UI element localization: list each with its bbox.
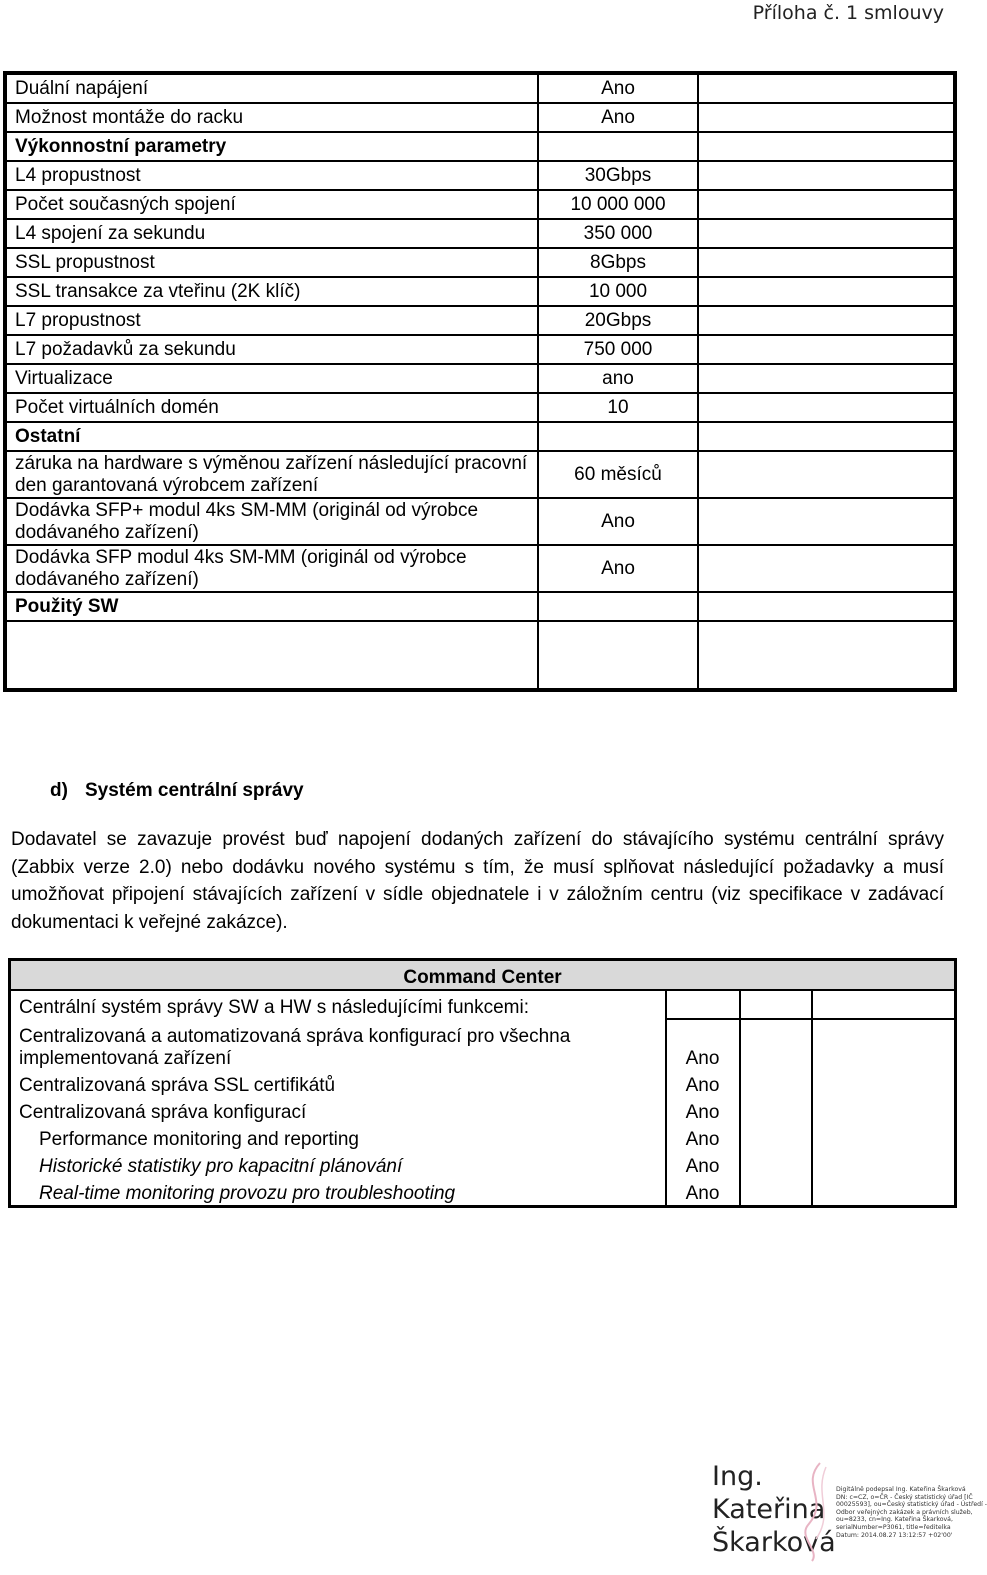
empty-cell <box>698 306 955 335</box>
row-label: L7 požadavků za sekundu <box>5 335 538 364</box>
row-value <box>538 132 698 161</box>
empty-cell <box>812 1070 956 1097</box>
empty-cell <box>698 103 955 132</box>
empty-cell <box>740 990 812 1019</box>
row-label: Historické statistiky pro kapacitní plánování <box>39 1156 403 1177</box>
empty-cell <box>698 545 955 592</box>
table-row <box>10 990 956 1019</box>
row-value: Ano <box>666 1070 740 1097</box>
section-letter: d) <box>50 780 68 801</box>
command-center-table <box>8 958 957 1208</box>
row-label: Duální napájení <box>5 73 538 103</box>
signature-meta-line: 00025593], ou=Český statistický úřad - Ústředí - <box>836 1501 987 1509</box>
empty-cell <box>698 592 955 621</box>
table-row <box>5 451 955 498</box>
row-value: 60 měsíců <box>538 451 698 498</box>
row-value: 10 000 000 <box>538 190 698 219</box>
signature-meta-line: DN: c=CZ, o=ČR - Český statistický úřad [IČ <box>836 1493 973 1501</box>
empty-cell <box>698 277 955 306</box>
row-label: Možnost montáže do racku <box>5 103 538 132</box>
empty-cell <box>698 73 955 103</box>
row-value: Ano <box>538 73 698 103</box>
row-label: Počet současných spojení <box>5 190 538 219</box>
table-row <box>5 364 955 393</box>
row-value: 20Gbps <box>538 306 698 335</box>
table-row <box>10 1151 956 1178</box>
row-value: 30Gbps <box>538 161 698 190</box>
row-label: SSL transakce za vteřinu (2K klíč) <box>5 277 538 306</box>
row-value: Ano <box>666 1151 740 1178</box>
table-row <box>10 1070 956 1097</box>
table-row <box>10 1124 956 1151</box>
empty-cell <box>698 451 955 498</box>
row-value: Ano <box>666 1178 740 1207</box>
row-label: Performance monitoring and reporting <box>39 1129 360 1150</box>
table-row <box>5 248 955 277</box>
empty-cell <box>812 1151 956 1178</box>
row-label: Počet virtuálních domén <box>5 393 538 422</box>
table-row <box>5 545 955 592</box>
empty-cell <box>698 335 955 364</box>
empty-cell <box>812 1178 956 1207</box>
empty-cell <box>698 498 955 545</box>
empty-cell <box>5 621 538 690</box>
table-row <box>5 190 955 219</box>
table-row <box>5 73 955 103</box>
row-label: L7 propustnost <box>5 306 538 335</box>
table-row <box>5 621 955 690</box>
empty-cell <box>740 1097 812 1124</box>
row-label: Centralizovaná správa SSL certifikátů <box>19 1075 336 1096</box>
table-title: Command Center <box>10 960 956 991</box>
row-label: záruka na hardware s výměnou zařízení následující pracovní den garantovaná výrobcem zařízení <box>5 451 538 498</box>
row-label: L4 propustnost <box>5 161 538 190</box>
section-paragraph: Dodavatel se zavazuje provést buď napojení dodaných zařízení do stávajícího systému centrální správy (Zabbix verze 2.0) nebo dodávku nového systému s tím, že musí splňovat následující požadavky a musí umožňovat připojení stávajících zařízení v sídle objednatele i v záložním centru (viz specifikace v zadávací dokumentaci k veřejné zakázce). <box>11 829 944 933</box>
empty-cell <box>698 364 955 393</box>
row-label: L4 spojení za sekundu <box>5 219 538 248</box>
table-row <box>5 592 955 621</box>
empty-cell <box>812 1124 956 1151</box>
table-title-row <box>10 960 956 991</box>
row-value: Ano <box>538 498 698 545</box>
empty-cell <box>812 1097 956 1124</box>
empty-cell <box>812 1019 956 1070</box>
table-row <box>10 1097 956 1124</box>
table-row <box>5 132 955 161</box>
table-row <box>5 219 955 248</box>
row-label: SSL propustnost <box>5 248 538 277</box>
row-label: Dodávka SFP+ modul 4ks SM-MM (originál od výrobce dodávaného zařízení) <box>5 498 538 545</box>
section-label: Použitý SW <box>5 592 538 621</box>
signature-meta-line: Datum: 2014.08.27 13:12:57 +02'00' <box>836 1531 953 1539</box>
empty-cell <box>666 990 740 1019</box>
empty-cell <box>740 1070 812 1097</box>
empty-cell <box>698 161 955 190</box>
empty-cell <box>740 1178 812 1207</box>
row-label: Centralizovaná a automatizovaná správa konfigurací pro všechna implementovaná zařízení <box>19 1026 571 1069</box>
row-value <box>538 592 698 621</box>
table-row <box>5 422 955 451</box>
signature-meta-line: Odbor veřejných zakázek a právních služeb, <box>836 1508 973 1516</box>
row-value: 10 000 <box>538 277 698 306</box>
section-heading <box>50 780 304 802</box>
table-row <box>5 498 955 545</box>
annex-note: Příloha č. 1 smlouvy <box>752 2 944 24</box>
row-value: 750 000 <box>538 335 698 364</box>
row-label: Real-time monitoring provozu pro troubleshooting <box>39 1183 456 1204</box>
signature-meta-line: serialNumber=P3061, title=ředitelka <box>836 1523 951 1531</box>
empty-cell <box>698 248 955 277</box>
table-row <box>10 1019 956 1070</box>
empty-cell <box>538 621 698 690</box>
signer-title: Ing. <box>712 1461 763 1492</box>
empty-cell <box>698 190 955 219</box>
signer-last-name: Škarková <box>712 1527 836 1558</box>
empty-cell <box>740 1019 812 1070</box>
section-label: Výkonnostní parametry <box>5 132 538 161</box>
row-value: Ano <box>538 545 698 592</box>
signature-meta-line: Digitálně podepsal Ing. Kateřina Škarková <box>836 1486 966 1493</box>
table-row <box>5 393 955 422</box>
row-value <box>538 422 698 451</box>
empty-cell <box>698 219 955 248</box>
signature-metadata <box>836 1486 987 1539</box>
row-value: Ano <box>666 1124 740 1151</box>
empty-cell <box>698 393 955 422</box>
empty-cell <box>812 990 956 1019</box>
row-value: Ano <box>666 1097 740 1124</box>
signature-scribble-icon <box>790 1455 840 1565</box>
row-label: Virtualizace <box>5 364 538 393</box>
empty-cell <box>698 422 955 451</box>
row-value: Ano <box>538 103 698 132</box>
table-row <box>5 161 955 190</box>
row-label: Centrální systém správy SW a HW s následujícími funkcemi: <box>19 997 529 1018</box>
parameters-table <box>3 71 957 692</box>
signature-meta-line: ou=8233, cn=Ing. Kateřina Škarková, <box>836 1516 953 1524</box>
row-label: Centralizovaná správa konfigurací <box>19 1102 307 1123</box>
section-title: Systém centrální správy <box>85 780 304 801</box>
row-value: Ano <box>666 1019 740 1070</box>
table-row <box>5 277 955 306</box>
row-label: Dodávka SFP modul 4ks SM-MM (originál od výrobce dodávaného zařízení) <box>5 545 538 592</box>
empty-cell <box>698 621 955 690</box>
empty-cell <box>740 1124 812 1151</box>
table-row <box>5 335 955 364</box>
row-value: 10 <box>538 393 698 422</box>
empty-cell <box>740 1151 812 1178</box>
table-row <box>5 103 955 132</box>
row-value: 350 000 <box>538 219 698 248</box>
table-row <box>5 306 955 335</box>
table-row <box>10 1178 956 1207</box>
row-value: 8Gbps <box>538 248 698 277</box>
section-label: Ostatní <box>5 422 538 451</box>
row-value: ano <box>538 364 698 393</box>
signer-first-name: Kateřina <box>712 1494 826 1525</box>
empty-cell <box>698 132 955 161</box>
